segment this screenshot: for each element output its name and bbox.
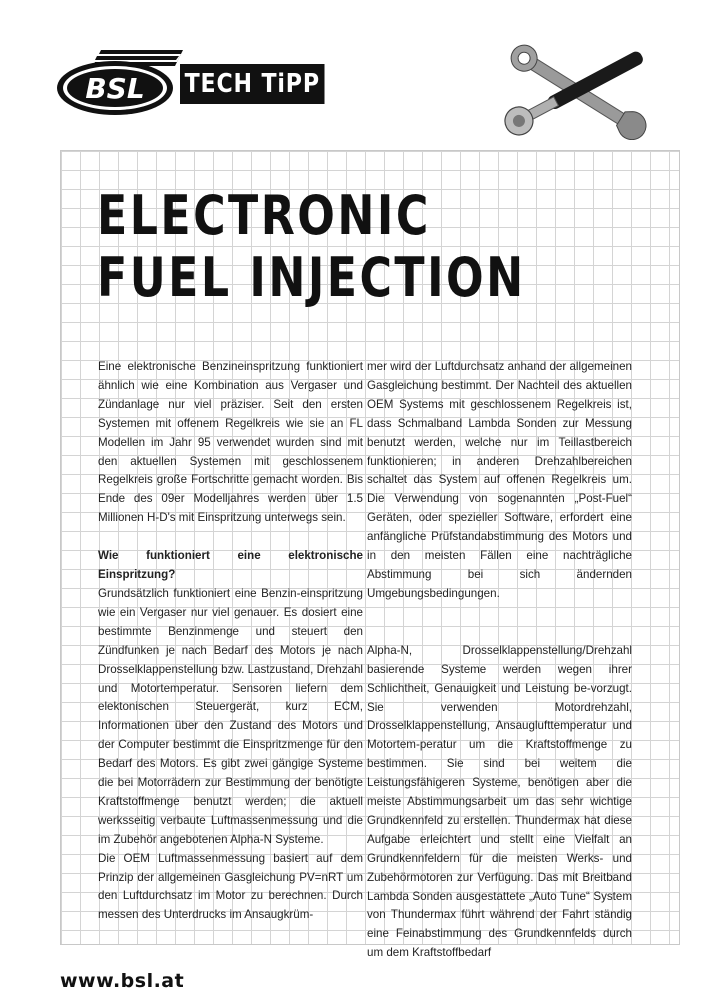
- intro-paragraph: Eine elektronische Benzineinspritzung funktioniert ähnlich wie eine Kombination aus Vergaser und Zündanlage nur viel präziser. Seit den ersten Systemen mit offenem Regelkreis wie sie an FL Modellen im Jahr 95 verwendet wurden sind mit den aktuellen Systemen mit geschlossenem Regelkreis große Fortschritte gemacht worden. Bis Ende des 09er Modelljahres werden über 1.5 Millionen H-D's mit Einspritzung unterwegs sein.: [98, 360, 363, 525]
- title-line-2: FUEL INJECTION: [97, 246, 526, 309]
- page-title: [97, 184, 526, 309]
- right-paragraph-2: Alpha-N, Drosselklappenstellung/Drehzahl basierende Systeme werden wegen ihrer Schlichtheit, Genauigkeit und Leistung be-vorzugt. Sie verwenden Motordrehzahl, Drosselklappenstellung, Ansauglufttemperatur und Motortem-peratur um die Kraftstoffmenge zu bestimmen. Sie sind bei weitem die Leistungsfähigeren Systeme, benötigen aber die meiste Abstimmungsarbeit um das sehr wichtige Grundkennfeld zu erstellen. Thundermax hat diese Aufgabe erleichtert und stellt eine Vielfalt an Grundkennfeldern für die meisten Werks- und Zubehörmotoren zur Verfügung. Das mit Breitband Lambda Sonden ausgestattete „Auto Tune“ System von Thundermax führt während der Fahrt ständig eine Feinabstimmung des Grundkennfelds durch um dem Kraftstoffbedarf: [367, 643, 632, 960]
- svg-text:BSL: BSL: [85, 72, 145, 105]
- page-header: [0, 0, 714, 150]
- section-heading: Wie funktioniert eine elektronische Einspritzung?: [98, 549, 363, 582]
- title-line-1: ELECTRONIC: [97, 184, 431, 247]
- body-paragraph: Grundsätzlich funktioniert eine Benzin-einspritzung wie ein Vergaser nur viel genauer. Es dosiert eine bestimmte Benzinmenge und steuert den Zündfunken je nach Bedarf des Motors je nach Drosselklappenstellung bzw. Lastzustand, Drehzahl und Motortemperatur. Sensoren liefern dem elektonischen Steuergerät, kurz ECM, Informationen über den Zustand des Motors und der Computer bestimmt die Einspritzmenge für den Bedarf des Motors. Es gibt zwei gängige Systeme die bei Motorrädern zur Bestimmung der benötigte Kraftstoffmenge benutzt werden; die aktuell werksseitig verbaute Luftmassenmessung und die im Zubehör angebotenen Alpha-N Systeme.: [98, 586, 363, 846]
- body-paragraph-2: Die OEM Luftmassenmessung basiert auf dem Prinzip der allgemeinen Gasgleichung PV=nRT um den Luftdurchsatz im Motor zu berechnen. Durch messen des Unterdrucks im Ansaugkrüm-: [98, 851, 363, 922]
- right-column: [367, 358, 632, 963]
- wrench-ratchet-icon: [485, 40, 665, 140]
- footer-website-link[interactable]: www.bsl.at: [60, 970, 185, 992]
- left-column: [98, 358, 363, 925]
- tech-tipp-badge: TECH TiPP: [180, 64, 325, 104]
- bsl-logo: [53, 48, 188, 118]
- right-paragraph-1: mer wird der Luftdurchsatz anhand der allgemeinen Gasgleichung bestimmt. Der Nachteil des aktuellen OEM Systems mit geschlossenem Regelkreis ist, dass Schmalband Lambda Sonden zur Messung benutzt werden, welche nur im Teillastbereich funktionieren; in anderen Drehzahlbereichen schaltet das System auf offenen Regelkreis um. Die Verwendung von sogenannten „Post-Fuel“ Geräten, oder spezieller Software, erfordert eine anfängliche Prüfstandabstimmung des Motors und in den meisten Fällen eine nachträgliche Abstimmung bei sich ändernden Umgebungsbedingungen.: [367, 360, 632, 600]
